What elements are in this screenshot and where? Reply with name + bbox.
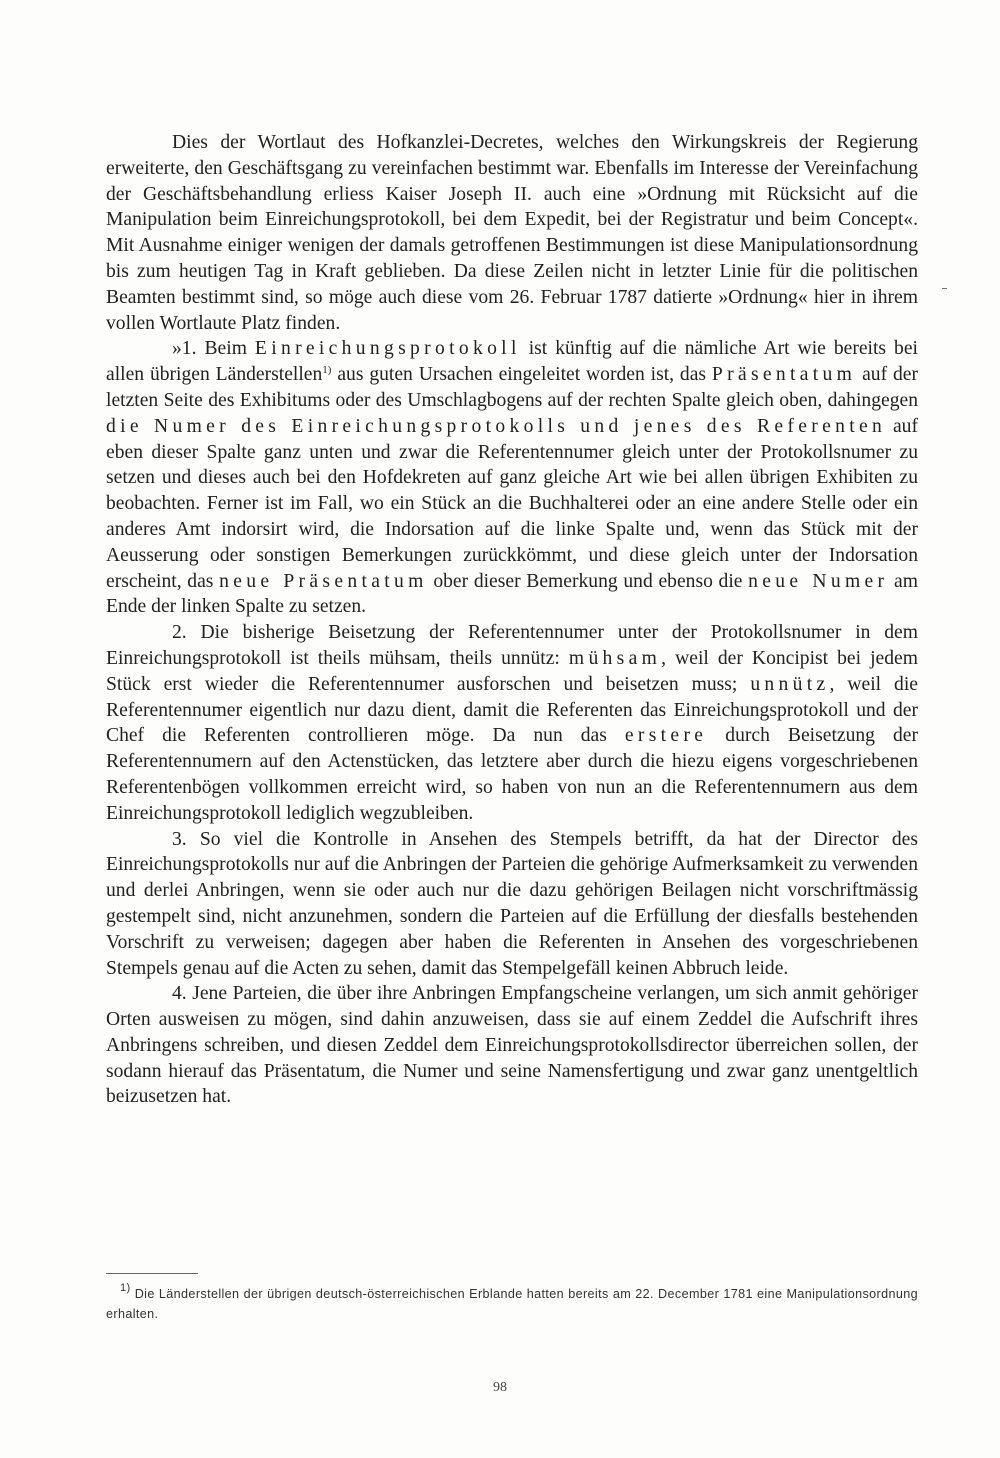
margin-mark [942, 288, 947, 289]
spaced-emphasis: Präsentatum [711, 364, 857, 386]
text-run: ober dieser Bemerkung und ebenso die [427, 570, 749, 592]
text-run: durch Beisetzung der Referentennumern auf den Actenstücken, das letztere aber durch die hiezu eigens vorgeschriebenen Referentenbögen vollkommen erreicht wird, so haben von nun an die Referentennumern aus dem Einreichungsprotokoll lediglich wegzubleiben. [106, 725, 919, 824]
text-run: am Ende der linken Spalte zu setzen. [106, 570, 918, 618]
text-run: 4. Jene Parteien, die über ihre Anbringen Empfangscheine verlangen, um sich anmit gehöriger Orten ausweisen zu mögen, sind dahin anzuweisen, dass sie auf einem Zeddel die Aufschrift ihres Anbringens schreiben, und diesen Zeddel dem Einreichungsprotokollsdirector überreichen sollen, der sodann hierauf das Präsentatum, die Numer und seine Namensfertigung und zwar ganz unentgeltlich beizusetzen hat. [106, 983, 918, 1108]
spaced-emphasis: neue Präsentatum [219, 570, 428, 592]
text-run: ist künftig auf die nämliche Art wie bereits bei allen übrigen Länderstellen [106, 338, 918, 386]
text-run: auf der letzten Seite des Exhibitums oder des Umschlagbogens auf der rechten Spalte gleich oben, dahingegen [106, 364, 918, 411]
text-run: Dies der Wortlaut des Hofkanzlei-Decretes, welches den Wirkungskreis der Regierung erweiterte, den Geschäftsgang zu vereinfachen bestimmt war. Ebenfalls im Interesse der Vereinfachung der Geschäftsbehandlung erliess Kaiser Joseph II. auch eine »Ordnung mit Rücksicht auf die Manipulation beim Einreichungsprotokoll, bei dem Expedit, bei der Registratur und beim Concept«. Mit Ausnahme einiger wenigen der damals getroffenen Bestimmungen ist diese Manipulationsordnung bis zum heutigen Tag in Kraft geblieben. Da diese Zeilen nicht in letzter Linie für die politischen Beamten bestimmt sind, so möge auch diese vom 26. Februar 1787 datierte »Ordnung« hier in ihrem vollen Wortlaute Platz finden. [106, 132, 918, 334]
spaced-emphasis: unnütz [750, 673, 830, 695]
text-run: , weil die Referentennumer eigentlich nur dazu dient, damit die Referenten das Einreichungsprotokoll und der Chef die Referenten controllieren möge. Da nun das [106, 673, 918, 747]
spaced-emphasis: mühsam [568, 647, 662, 669]
footnote-text: Die Länderstellen der übrigen deutsch-österreichischen Erblande hatten bereits am 22. December 1781 eine Manipulationsordnung erhalten. [106, 1287, 918, 1321]
spaced-emphasis: die Numer des Einreichungsprotokolls und jenes des Referenten [106, 415, 887, 437]
page-number: 98 [493, 1380, 507, 1395]
text-run: auf eben dieser Spalte ganz unten und zwar die Referentennumer gleich unter der Protokollsnumer zu setzen und dieses auch bei den Hofdekreten auf ganz gleiche Art wie bei allen übrigen Exhibiten zu beobachten. Ferner ist im Fall, wo ein Stück an die Buchhalterei oder an eine andere Stelle oder ein anderes Amt indorsirt wird, die Indorsation auf die linke Spalte und, wenn das Stück mit der Aeusserung oder sonstigen Bemerkungen zurückkömmt, und diese gleich unter der Indorsation erscheint, das [106, 415, 918, 592]
paragraph-item-1 [106, 336, 918, 620]
footnote [106, 1284, 918, 1324]
spaced-emphasis: neue Numer [748, 570, 889, 592]
text-run: aus guten Ursachen eingeleitet worden ist, das [331, 364, 712, 386]
main-text [106, 130, 918, 1110]
footnote-divider [106, 1273, 198, 1274]
footnote-mark: 1) [120, 1282, 131, 1294]
text-run: »1. Beim [172, 338, 255, 360]
text-run: 3. So viel die Kontrolle in Ansehen des Stempels betrifft, da hat der Director des Einreichungsprotokolls nur auf die Anbringen der Parteien die gehörige Aufmerksamkeit zu verwenden und derlei Anbringen, wenn sie oder auch nur die dazu gehörigen Beilagen nicht vorschriftmässig gestempelt sind, nicht anzunehmen, sondern die Parteien auf die Erfüllung der diesfalls bestehenden Vorschrift zu verweisen; dagegen aber haben die Referenten in Ansehen des vorgeschriebenen Stempels genau auf die Acten zu sehen, damit das Stempelgefäll keinen Abbruch leide. [106, 828, 918, 979]
paragraph-item-3 [106, 827, 918, 982]
spaced-emphasis: Einreichungsprotokoll [254, 338, 521, 360]
text-run: , weil der Koncipist bei jedem Stück erst wieder die Referentennumer ausforschen und beisetzen muss; [106, 647, 918, 695]
paragraph-item-2 [106, 620, 918, 826]
text-run: 2. Die bisherige Beisetzung der Referentennumer unter der Protokollsnumer in dem Einreichungsprotokoll ist theils mühsam, theils unnütz: [106, 622, 918, 669]
paragraph-intro [106, 130, 918, 336]
paragraph-item-4 [106, 981, 918, 1110]
footnote-ref: 1) [322, 364, 332, 377]
spaced-emphasis: erstere [624, 725, 708, 747]
